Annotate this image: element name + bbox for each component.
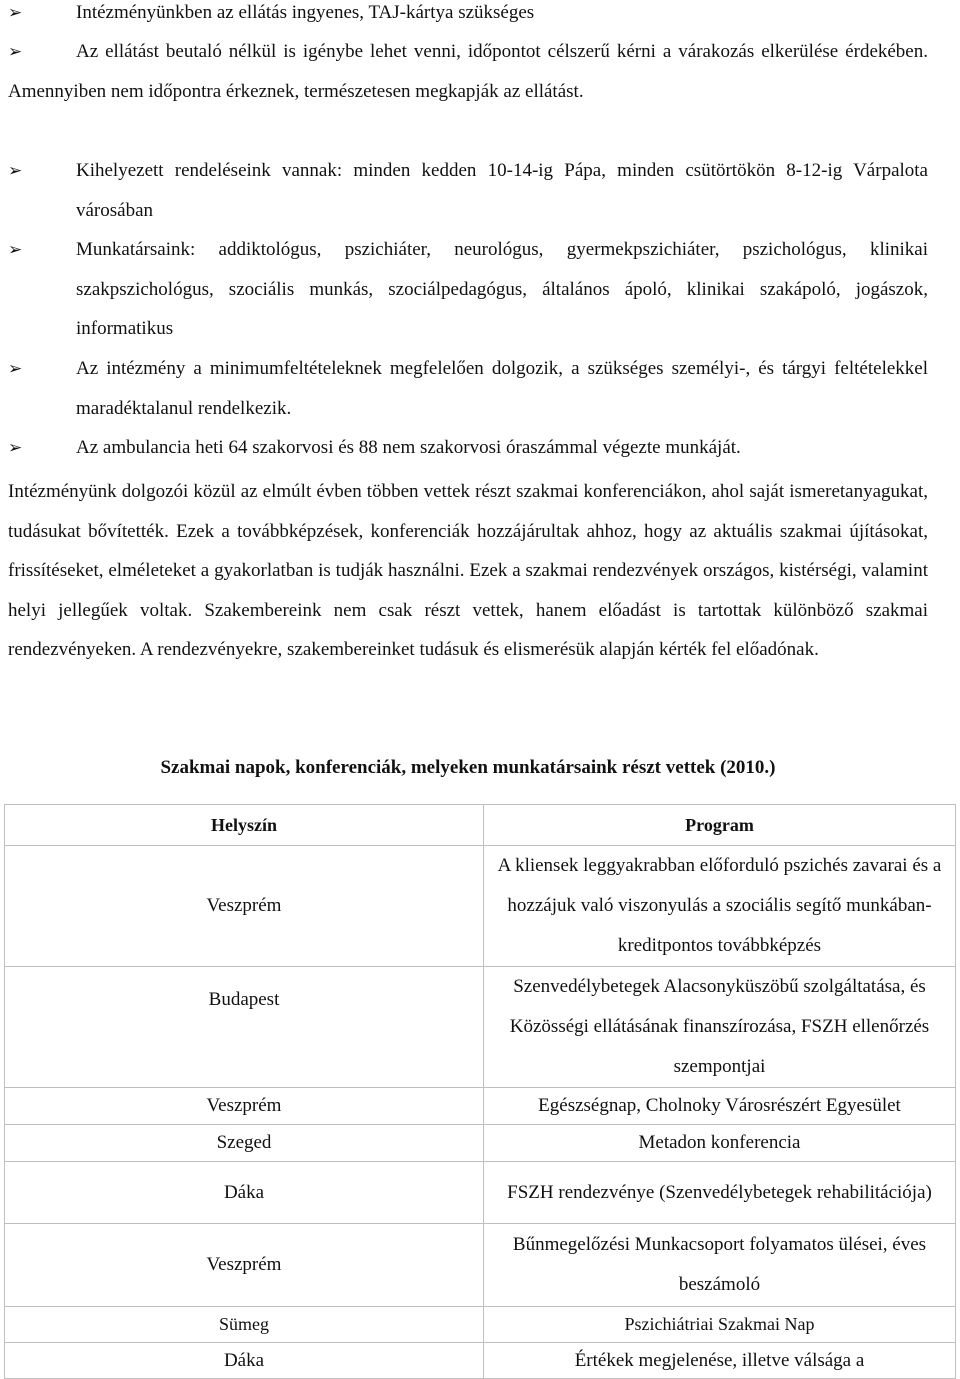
location-cell: Veszprém — [5, 1224, 484, 1307]
arrowhead-bullet-icon: ➢ — [8, 161, 23, 180]
arrowhead-bullet-icon: ➢ — [8, 438, 23, 457]
bullet-text: Munkatársaink: addiktológus, pszichiáter, neurológus, gyermekpszichiáter, pszichológus, klinikai szakpszichológus, szociális munkás, szociálpedagógus, általános ápoló, klinikai szakápoló, jogászok, informatikus — [76, 239, 928, 339]
program-cell: Pszichiátriai Szakmai Nap — [484, 1307, 956, 1343]
program-cell: Egészségnap, Cholnoky Városrészért Egyesület — [484, 1088, 956, 1125]
location-cell: Dáka — [5, 1162, 484, 1224]
bullet-item — [8, 151, 928, 230]
bullet-item — [8, 0, 928, 33]
bullet-item — [8, 230, 928, 349]
program-cell: Értékek megjelenése, illetve válsága a — [484, 1343, 956, 1379]
bullet-text: Az ambulancia heti 64 szakorvosi és 88 nem szakorvosi óraszámmal végezte munkáját. — [76, 437, 741, 458]
bullet-text: Intézményünkben az ellátás ingyenes, TAJ-kártya szükséges — [76, 2, 535, 23]
location-cell: Dáka — [5, 1343, 484, 1379]
bullet-text: Az intézmény a minimumfeltételeknek megfelelően dolgozik, a szükséges személyi-, és tárgyi feltételekkel maradéktalanul rendelkezik. — [76, 358, 928, 419]
program-cell: Bűnmegelőzési Munkacsoport folyamatos ülései, éves beszámoló — [484, 1224, 956, 1307]
arrowhead-bullet-icon: ➢ — [8, 240, 23, 259]
location-cell: Szeged — [5, 1125, 484, 1162]
table-title: Szakmai napok, konferenciák, melyeken munkatársaink részt vettek (2010.) — [160, 757, 776, 778]
bullet-item — [8, 428, 928, 468]
column-header-location: Helyszín — [5, 805, 484, 846]
table-row — [5, 1307, 956, 1343]
location-cell: Budapest — [5, 967, 484, 1088]
table-row — [5, 967, 956, 1088]
table-row — [5, 1162, 956, 1224]
arrowhead-bullet-icon: ➢ — [8, 3, 23, 22]
program-cell: A kliensek leggyakrabban előforduló pszichés zavarai és a hozzájuk való viszonyulás a szociális segítő munkában-kreditpontos továbbképzés — [484, 846, 956, 967]
program-cell: Szenvedélybetegek Alacsonyküszöbű szolgáltatása, és Közösségi ellátásának finanszírozása, FSZH ellenőrzés szempontjai — [484, 967, 956, 1088]
body-paragraph: Intézményünk dolgozói közül az elmúlt évben többen vettek részt szakmai konferenciákon, ahol saját ismeretanyagukat, tudásukat bővítették. Ezek a továbbképzések, konferenciák hozzájárultak ahhoz, hogy az aktuális szakmai újításokat, frissítéseket, elméleteket a gyakorlatban is tudják használni. Ezek a szakmai rendezvények országos, kistérségi, valamint helyi jellegűek voltak. Szakembereink nem csak részt vettek, hanem előadást is tartottak különböző szakmai rendezvényeken. A rendezvényekre, szakembereinket tudásuk és elismerésük alapján kérték fel előadónak. — [8, 481, 928, 660]
bullet-text: Az ellátást beutaló nélkül is igénybe lehet venni, időpontot célszerű kérni a várakozás elkerülése érdekében. Amennyiben nem időpontra érkeznek, természetesen megkapják az ellátást. — [8, 41, 928, 102]
table-row — [5, 1088, 956, 1125]
table-row — [5, 1224, 956, 1307]
program-cell: Metadon konferencia — [484, 1125, 956, 1162]
arrowhead-bullet-icon: ➢ — [8, 42, 23, 61]
location-cell: Veszprém — [5, 846, 484, 967]
column-header-program: Program — [484, 805, 956, 846]
bullet-item — [8, 349, 928, 428]
location-cell: Veszprém — [5, 1088, 484, 1125]
events-table — [4, 804, 956, 1379]
location-cell: Sümeg — [5, 1307, 484, 1343]
bullet-item — [8, 32, 928, 111]
table-header-row — [5, 805, 956, 846]
table-row — [5, 846, 956, 967]
arrowhead-bullet-icon: ➢ — [8, 359, 23, 378]
table-row — [5, 1125, 956, 1162]
program-cell: FSZH rendezvénye (Szenvedélybetegek rehabilitációja) — [484, 1162, 956, 1224]
bullet-text: Kihelyezett rendeléseink vannak: minden kedden 10-14-ig Pápa, minden csütörtökön 8-12-ig Várpalota városában — [76, 160, 928, 221]
